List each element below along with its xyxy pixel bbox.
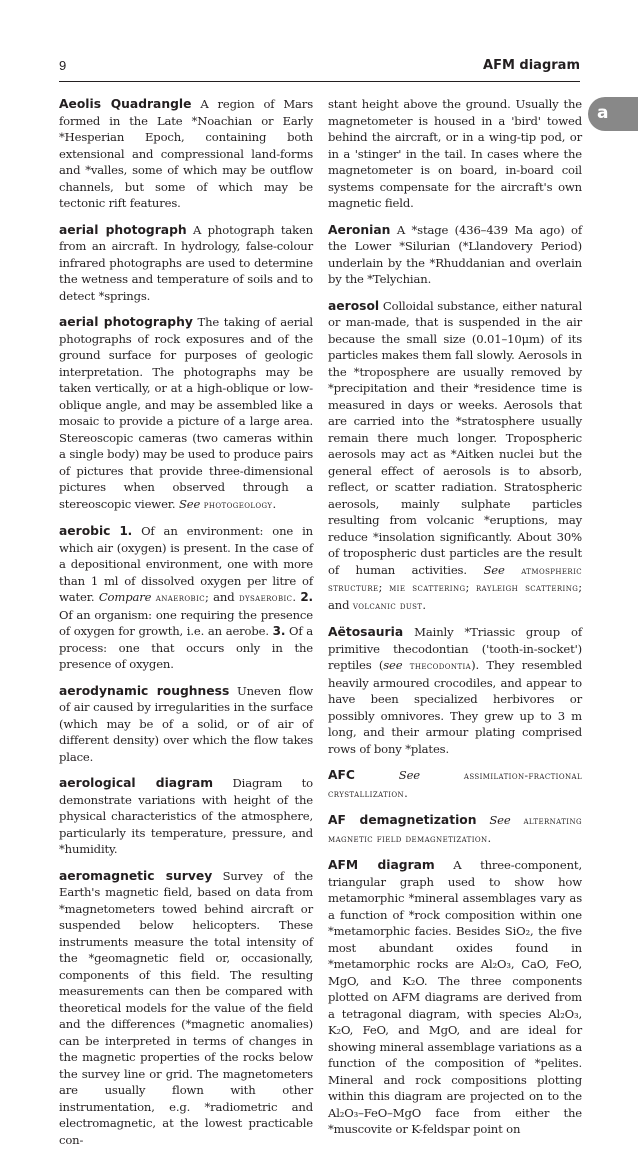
definition: stant height above the ground. Usually the magnetometer is housed in a 'bird' towed behind the aircraft, or in a wing-tip pod, or in a 'stinger' in the tail. In cases where the magnetometer is on board, in-board coil systems compensate for the aircraft's own magnetic field. — [328, 97, 582, 210]
entry-aetosauria — [328, 624, 582, 757]
page-number: 9 — [59, 58, 67, 73]
headword: aerosol — [328, 298, 380, 313]
sense-text: Of an environment: one in which air (oxygen) is present. In the case of a depositional environment, one with more than 1 ml of dissolved oxygen per litre of water. — [59, 524, 313, 604]
entry-afc — [328, 767, 582, 802]
entry-aerodynamic-roughness — [59, 683, 313, 766]
cross-reference[interactable]: assimilation-fractional crystallization — [328, 770, 582, 800]
left-column — [59, 96, 313, 1158]
entry-aerological-diagram — [59, 775, 313, 858]
sense-number: 1. — [119, 524, 133, 538]
headword: aerobic — [59, 524, 111, 538]
thumb-tab-letter: a — [597, 103, 609, 123]
running-head: AFM diagram — [483, 58, 580, 73]
punctuation: . — [422, 597, 426, 612]
right-column — [328, 96, 582, 1148]
see-label: see — [383, 658, 403, 672]
headword: Aëtosauria — [328, 625, 404, 639]
cross-reference[interactable]: photogeology — [203, 498, 273, 511]
cross-reference[interactable]: atmospheric structure — [328, 564, 582, 594]
entry-aerosol — [328, 298, 582, 615]
definition: Mainly *Triassic group of primitive thecodontian ('tooth-in-socket') reptiles ( — [328, 625, 582, 672]
page-header — [59, 58, 580, 76]
headword: AFM diagram — [328, 858, 435, 872]
headword: AFC — [328, 768, 355, 782]
definition: A photograph taken from an aircraft. In hydrology, false-colour infrared photographs are used to determine the wetness and temperature of soils and to detect *springs. — [59, 222, 313, 303]
headword: AF demagnetization — [328, 813, 477, 827]
entry-aerial-photography — [59, 314, 313, 513]
definition: The taking of aerial photographs of rock exposures and of the ground surface for purposes of geologic interpretation. The photographs may be taken vertically, or at a high-oblique or low-oblique angle, and may be assembled like a mosaic to provide a picture of a large area. Stereoscopic cameras (two cameras within a single body) may be used to produce pairs of pictures that provide three-dimensional pictures when observed through a stereoscopic viewer. — [59, 315, 313, 511]
cross-reference[interactable]: mie scattering — [389, 582, 466, 594]
see-label: See — [398, 768, 421, 782]
entry-aerial-photograph — [59, 222, 313, 305]
headword: aerological diagram — [59, 776, 214, 790]
cross-reference[interactable]: thecodontia — [409, 660, 472, 672]
punctuation: ; and — [328, 580, 582, 612]
see-label: See — [179, 496, 201, 511]
punctuation: . — [487, 830, 492, 845]
definition: Survey of the Earth's magnetic field, based on data from *magnetometers towed behind aircraft or suspended below helicopters. These instruments measure the total intensity of the *geomagnetic field or, occasionally, components of this field. The resulting measurements can then be compared with theoretical models for the value of the field and the differences (*magnetic anomalies) can be interpreted in terms of changes in the magnetic properties of the rocks below the survey line or grid. The magnetometers are usually flown with other instrumentation, e.g. *radiometric and electromagnetic, at the lowest practicable con- — [59, 868, 313, 1147]
sense-text: Of a process: one that occurs only in the presence of oxygen. — [59, 624, 313, 671]
headword: aeromagnetic survey — [59, 868, 213, 883]
cross-reference[interactable]: anaerobic — [155, 592, 206, 604]
cross-reference[interactable]: dysaerobic — [238, 592, 293, 604]
header-rule — [59, 81, 580, 82]
entry-aeolis-quadrangle — [59, 96, 313, 212]
cross-reference[interactable]: volcanic dust — [352, 599, 423, 612]
punctuation: . — [404, 785, 408, 800]
punctuation: . — [272, 496, 276, 511]
definition: Uneven flow of air caused by irregularities in the surface (which may be of a solid, or of air of different density) over which the flow takes place. — [59, 683, 313, 764]
headword: Aeolis Quadrangle — [59, 97, 192, 111]
entry-aeromagnetic-survey — [59, 868, 313, 1149]
definition: Diagram to demonstrate variations with height of the physical characteristics of the atmosphere, particularly its temperature, pressure, and *humidity. — [59, 776, 313, 856]
headword: Aeronian — [328, 222, 391, 237]
definition: A region of Mars formed in the Late *Noachian or Early *Hesperian Epoch, containing both extensional and compressional land-forms and *valles, some of which may be outflow channels, but some of which may be tectonic rift features. — [59, 97, 313, 210]
entry-afm-diagram — [328, 857, 582, 1138]
see-label: See — [483, 562, 505, 577]
cross-reference[interactable]: alternating magnetic field demagnetization — [328, 815, 582, 845]
definition: A *stage (436–439 Ma ago) of the Lower *Silurian (*Llandovery Period) underlain by the *Rhuddanian and overlain by the *Telychian. — [328, 222, 582, 286]
punctuation: . — [292, 590, 296, 604]
punctuation: ; — [378, 580, 383, 594]
thumb-tab — [588, 97, 638, 131]
entry-af-demagnetization — [328, 812, 582, 847]
punctuation: ; and — [205, 590, 235, 604]
punctuation: ; — [465, 580, 470, 594]
compare-label: Compare — [98, 590, 152, 604]
definition-continued: ). They resembled heavily armoured crocodiles, and appear to have been specialized herbivores or possibly omnivores. They grew up to 3 m long, and their armour plating comprised rows of bony *plates. — [328, 658, 582, 756]
entry-aerobic — [59, 523, 313, 673]
entry-continuation — [328, 96, 582, 212]
definition: A three-component, triangular graph used to show how metamorphic *mineral assemblages vary as a function of *rock composition within one *metamorphic facies. Besides SiO₂, the five most abundant oxides found in *metamorphic rocks are Al₂O₃, CaO, FeO, MgO, and K₂O. The three components plotted on AFM diagrams are derived from a tetragonal diagram, with species Al₂O₃, K₂O, FeO, and MgO, and are ideal for showing mineral assemblage variations as a function of the composition of *pelites. Mineral and rock compositions plotting within this diagram are projected on to the Al₂O₃–FeO–MgO face from either the *muscovite or K-feldspar point on — [328, 858, 582, 1136]
sense-number: 2. — [300, 590, 313, 604]
cross-reference[interactable]: rayleigh scattering — [476, 582, 579, 594]
headword: aerodynamic roughness — [59, 683, 230, 698]
headword: aerial photography — [59, 315, 193, 329]
headword: aerial photograph — [59, 222, 187, 237]
sense-number: 3. — [272, 624, 286, 638]
definition: Colloidal substance, either natural or man-made, that is suspended in the air because the small size (0.01–10μm) of its particles makes them fall slowly. Aerosols in the *troposphere are usually removed by *precipitation and their *residence time is measured in days or weeks. Aerosols that are carried into the *stratosphere usually remain there much longer. Tropospheric aerosols may act as *Aitken nuclei but the general effect of aerosols is to absorb, reflect, or scatter radiation. Stratospheric aerosols, mainly sulphate particles resulting from volcanic *eruptions, may reduce *insolation significantly. About 30% of tropospheric dust particles are the result of human activities. — [328, 298, 582, 577]
see-label: See — [489, 813, 511, 827]
entry-aeronian — [328, 222, 582, 288]
sense-text: Of an organism: one requiring the presence of oxygen for growth, i.e. an aerobe. — [59, 607, 313, 638]
